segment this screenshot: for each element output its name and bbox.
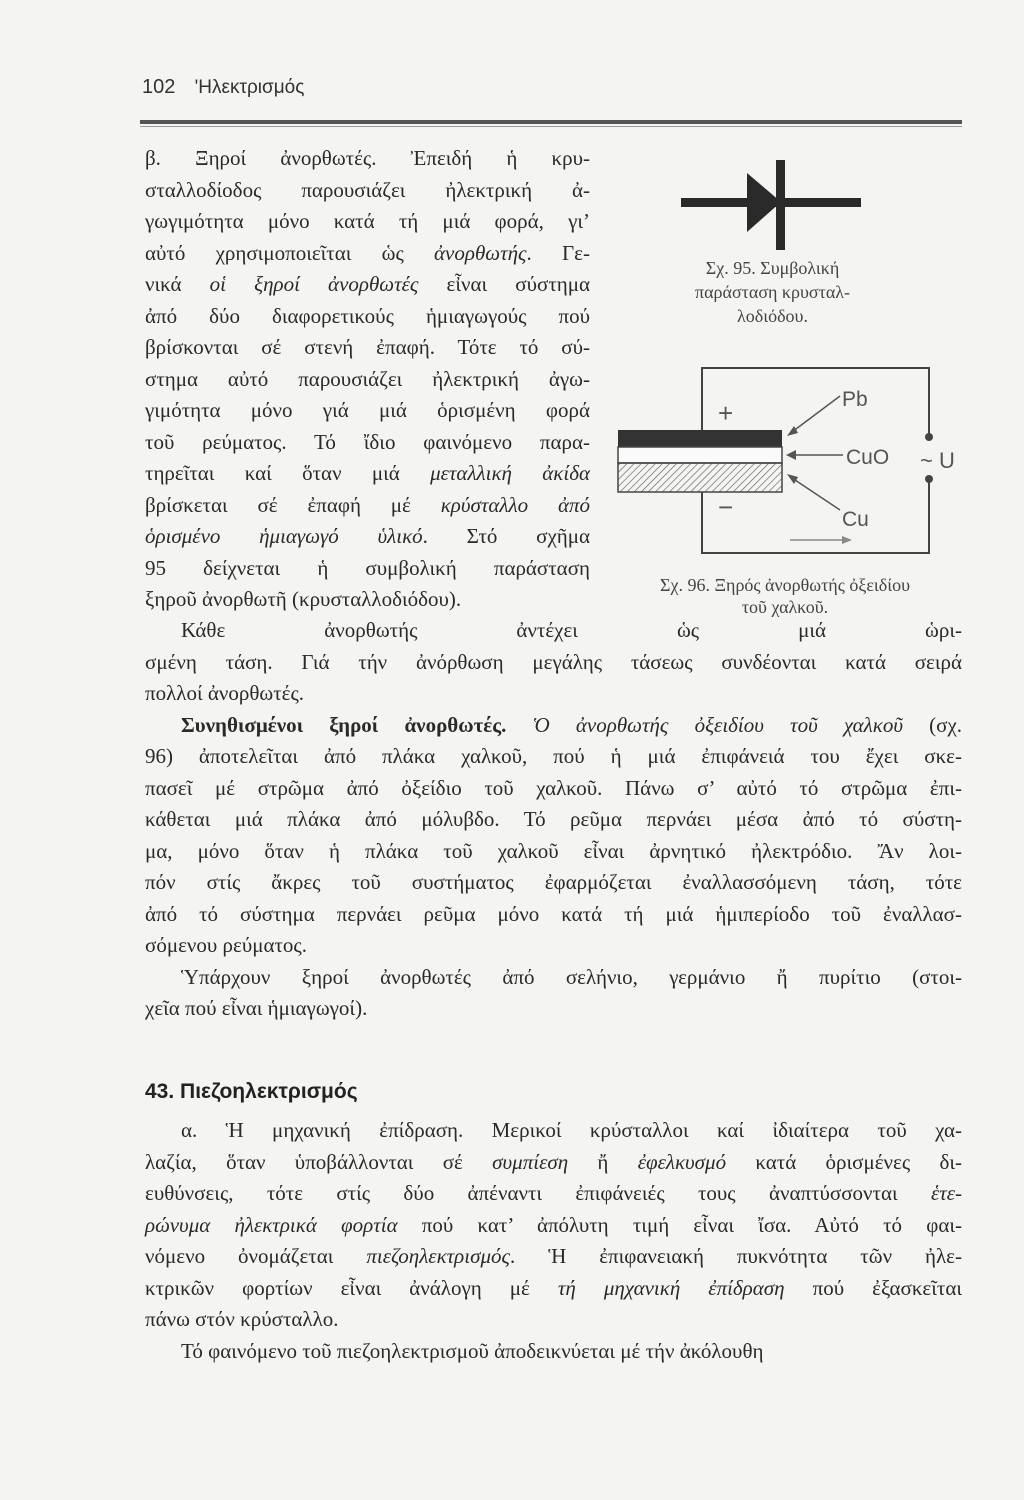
- caption-line: Σχ. 95. Συμβολική: [705, 258, 840, 278]
- label-cu: Cu: [842, 508, 869, 531]
- text-segment: γωγιμότητα μόνο κατά τή μιά φορά, γι’: [145, 209, 590, 233]
- text-segment: Τό φαινόμενο τοῦ πιεζοηλεκτρισμοῦ ἀποδεικνύεται μέ τήν ἀκόλουθη: [181, 1338, 764, 1363]
- paragraph-piezoelectricity: [145, 1115, 962, 1367]
- text-line: [145, 175, 590, 207]
- caption-line: παράσταση κρυσταλ-: [695, 282, 850, 302]
- text-line: [145, 1210, 962, 1242]
- text-line: [145, 710, 962, 742]
- text-line: [145, 1336, 962, 1368]
- header-rule-thin: [140, 126, 962, 127]
- text-line: [145, 1147, 962, 1179]
- text-segment: τοῦ ρεύματος. Τό ἴδιο φαινόμενο παρα-: [145, 429, 590, 454]
- text-segment: αὐτό χρησιμοποιεῖται ὡς: [145, 240, 435, 265]
- text-segment: Ὁ ἀνορθωτής ὀξειδίου τοῦ χαλκοῦ: [532, 712, 903, 737]
- text-segment: [506, 713, 532, 737]
- text-segment: λαζία, ὅταν ὑποβάλλονται σέ: [145, 1149, 493, 1174]
- label-plus: +: [718, 398, 734, 428]
- text-line: [145, 490, 590, 522]
- text-segment: ἀπό δύο διαφορετικούς ἡμιαγωγούς πού: [145, 303, 590, 328]
- text-segment: ἀπό τό σύστημα περνάει ρεῦμα μόνο κατά τή μιά ἡμιπερίοδο τοῦ ἐναλλασ-: [145, 901, 962, 926]
- text-line: [145, 993, 962, 1025]
- header-rule: [140, 120, 962, 124]
- text-line: [145, 773, 962, 805]
- text-line: [145, 930, 962, 962]
- text-segment: εἶναι σύστημα: [418, 272, 590, 296]
- text-segment: . Γε-: [526, 240, 590, 265]
- text-segment: Συνηθισμένοι ξηροί ἀνορθωτές.: [181, 712, 507, 737]
- text-segment: . Στό σχῆμα: [422, 524, 591, 548]
- text-segment: μεταλλική ἀκίδα: [430, 461, 590, 485]
- text-line: [145, 332, 590, 364]
- text-segment: σόμενου ρεύματος.: [145, 933, 308, 957]
- text-segment: β. Ξηροί ἀνορθωτές. Ἐπειδή ἡ κρυ-: [145, 146, 590, 170]
- text-segment: ευθύνσεις, τότε στίς δύο ἀπέναντι ἐπιφάνειές τους ἀναπτύσσονται: [145, 1181, 931, 1205]
- text-line: [145, 1304, 962, 1336]
- caption-line: τοῦ χαλκοῦ.: [741, 597, 829, 617]
- text-segment: γιμότητα μόνο γιά μιά ὁρισμένη φορά: [145, 398, 590, 422]
- text-segment: Ὑπάρχουν ξηροί ἀνορθωτές ἀπό σελήνιο, γερμάνιο ἤ πυρίτιο (στοι-: [181, 964, 962, 989]
- label-minus: −: [718, 492, 734, 522]
- text-segment: κρύσταλλο ἀπό: [440, 492, 590, 517]
- text-line: [145, 804, 962, 836]
- text-line: [145, 584, 590, 616]
- text-segment: κάθεται μιά πλάκα ἀπό μόλυβδο. Τό ρεῦμα περνάει μέσα ἀπό τό σύστη-: [145, 807, 962, 831]
- text-segment: νόμενο ὀνομάζεται: [145, 1244, 367, 1268]
- text-line: [145, 143, 590, 175]
- text-segment: ὁρισμένο ἡμιαγωγό ὑλικό: [145, 524, 423, 548]
- text-segment: πόν στίς ἄκρες τοῦ συστήματος ἐφαρμόζεται ἐναλλασσόμενη τάση, τότε: [145, 870, 962, 894]
- text-line: [145, 238, 590, 270]
- page-number: 102: [142, 76, 176, 98]
- copper-oxide-rectifier-figure: [610, 360, 980, 570]
- text-segment: 95 δείχνεται ἡ συμβολική παράσταση: [145, 555, 590, 580]
- text-segment: ἐφελκυσμό: [637, 1149, 727, 1174]
- text-segment: σταλλοδίοδος παρουσιάζει ἠλεκτρική ἀ-: [145, 177, 590, 202]
- text-line: [145, 899, 962, 931]
- text-segment: ἀνορθωτής: [434, 240, 527, 265]
- text-segment: νικά: [145, 272, 210, 296]
- text-line: [145, 521, 590, 553]
- label-ac-source: ~ U: [920, 448, 955, 473]
- text-segment: μα, μόνο ὅταν ἡ πλάκα τοῦ χαλκοῦ εἶναι ἀρνητικό ἠλεκτρόδιο. Ἄν λοι-: [145, 838, 962, 863]
- text-segment: Κάθε ἀνορθωτής ἀντέχει ὡς μιά ὡρι-: [181, 618, 962, 642]
- text-segment: βρίσκεται σέ ἐπαφή μέ: [145, 492, 441, 517]
- text-segment: βρίσκονται σέ στενή ἐπαφή. Τότε τό σύ-: [145, 335, 590, 359]
- running-title: 'Ηλεκτρισμός: [194, 77, 305, 98]
- text-line: [145, 395, 590, 427]
- text-segment: χεῖα πού εἶναι ἡμιαγωγοί).: [145, 996, 368, 1020]
- text-segment: ἑτε-: [930, 1181, 962, 1205]
- text-line: [145, 1115, 962, 1147]
- text-line: [145, 553, 590, 585]
- text-segment: (σχ.: [902, 712, 963, 737]
- text-line: [145, 427, 590, 459]
- paragraph-dry-rectifiers: [145, 143, 590, 616]
- text-segment: τή μηχανική ἐπίδραση: [557, 1275, 785, 1300]
- figure-96-caption: [600, 574, 970, 618]
- text-segment: σμένη τάση. Γιά τήν ἀνόρθωση μεγάλης τάσεως συνδέονται κατά σειρά: [145, 649, 962, 674]
- label-pb: Pb: [842, 388, 868, 411]
- caption-line: λοδιόδου.: [737, 306, 808, 326]
- text-segment: πού κατ’ ἀπόλυτη τιμή εἶναι ἴσα. Αὐτό τό φαι-: [397, 1212, 962, 1237]
- text-segment: ἤ: [568, 1149, 638, 1174]
- text-segment: πασεῖ μέ στρῶμα ἀπό ὀξείδιο τοῦ χαλκοῦ. Πάνω σ’ αὐτό τό στρῶμα ἐπι-: [145, 775, 962, 800]
- text-line: [145, 741, 962, 773]
- paragraph-common-rectifiers: [145, 615, 962, 1025]
- text-segment: . Ἡ ἐπιφανειακή πυκνότητα τῶν ἠλε-: [510, 1244, 962, 1268]
- text-segment: κατά ὁρισμένες δι-: [726, 1149, 963, 1174]
- text-line: [145, 867, 962, 899]
- text-line: [145, 364, 590, 396]
- text-segment: πού ἐξασκεῖται: [784, 1275, 962, 1300]
- text-segment: ξηροῦ ἀνορθωτῆ (κρυσταλλοδιόδου).: [145, 587, 462, 611]
- text-segment: πάνω στόν κρύσταλλο.: [145, 1307, 339, 1331]
- text-line: [145, 678, 962, 710]
- caption-line: Σχ. 96. Ξηρός ἀνορθωτής ὀξειδίου: [659, 575, 911, 595]
- text-segment: α. Ἡ μηχανική ἐπίδραση. Μερικοί κρύσταλλοι καί ἰδιαίτερα τοῦ χα-: [181, 1118, 962, 1142]
- text-line: [145, 615, 962, 647]
- running-header: [142, 76, 304, 99]
- text-line: [145, 458, 590, 490]
- text-segment: ρώνυμα ἠλεκτρικά φορτία: [145, 1212, 398, 1237]
- text-line: [145, 269, 590, 301]
- text-line: [145, 206, 590, 238]
- text-line: [145, 647, 962, 679]
- text-segment: κτρικῶν φορτίων εἶναι ἀνάλογη μέ: [145, 1275, 558, 1300]
- text-segment: πολλοί ἀνορθωτές.: [145, 681, 305, 705]
- figure-95-caption: [660, 256, 885, 328]
- text-segment: 96) ἀποτελεῖται ἀπό πλάκα χαλκοῦ, πού ἡ μιά ἐπιφάνειά του ἔχει σκε-: [145, 744, 962, 768]
- text-line: [145, 1178, 962, 1210]
- text-segment: συμπίεση: [492, 1149, 569, 1174]
- text-segment: οἱ ξηροί ἀνορθωτές: [209, 272, 419, 296]
- text-segment: τηρεῖται καί ὅταν μιά: [145, 461, 431, 485]
- text-line: [145, 1273, 962, 1305]
- text-line: [145, 962, 962, 994]
- text-line: [145, 836, 962, 868]
- section-title: 43. Πιεζοηλεκτρισμός: [145, 1080, 358, 1103]
- text-line: [145, 1241, 962, 1273]
- diode-symbol-figure: [670, 160, 870, 255]
- text-line: [145, 301, 590, 333]
- text-segment: στημα αὐτό παρουσιάζει ἠλεκτρική ἀγω-: [145, 366, 590, 391]
- label-cuo: CuO: [846, 446, 890, 469]
- text-segment: πιεζοηλεκτρισμός: [366, 1244, 511, 1268]
